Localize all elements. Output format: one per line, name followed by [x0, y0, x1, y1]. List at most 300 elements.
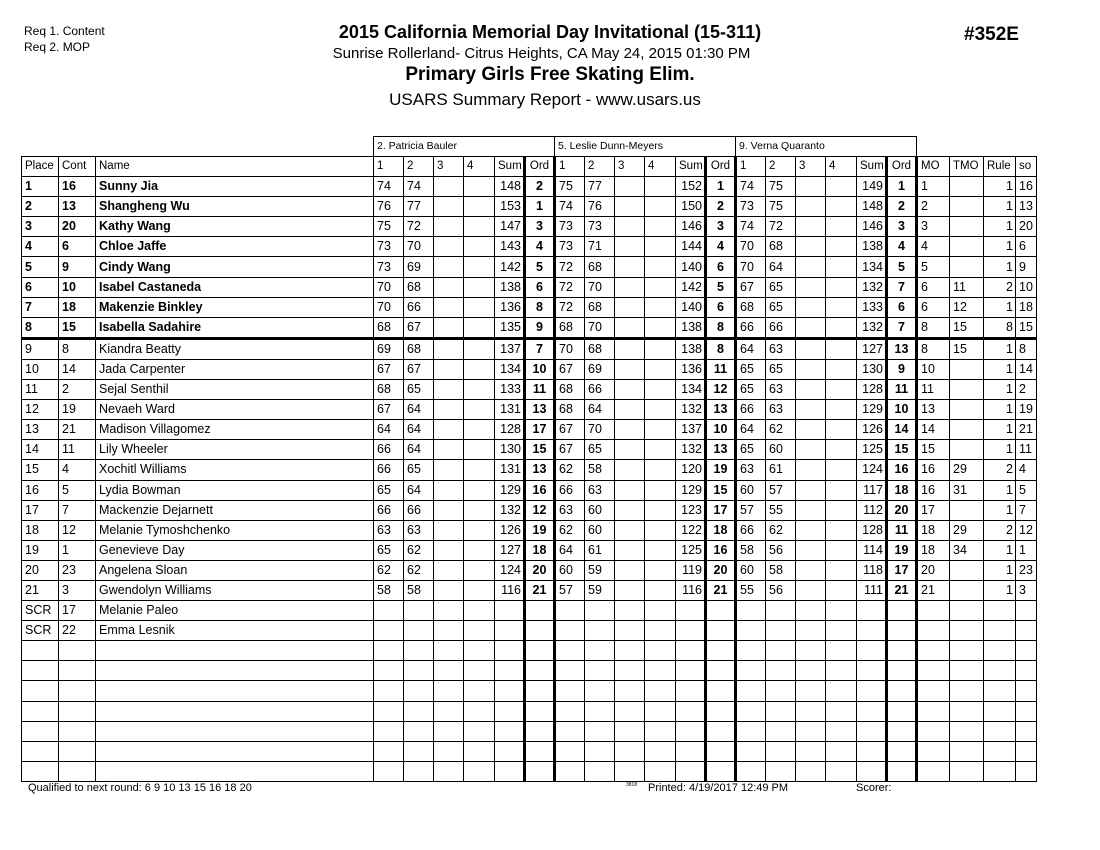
rule-cell: 1 — [984, 197, 1016, 217]
tmo-cell: 31 — [950, 480, 984, 500]
judge-header-row — [22, 137, 1037, 157]
score-cell — [826, 460, 857, 480]
mo-cell: 17 — [917, 500, 950, 520]
ordinal-cell: 6 — [706, 297, 736, 317]
contestant-number-cell: 8 — [59, 338, 96, 359]
empty-cell — [736, 641, 766, 661]
score-cell — [585, 601, 615, 621]
score-cell — [434, 257, 464, 277]
score-cell — [615, 601, 645, 621]
sum-cell: 129 — [495, 480, 525, 500]
mo-cell: 6 — [917, 297, 950, 317]
empty-cell — [464, 661, 495, 681]
score-cell: 66 — [555, 480, 585, 500]
contestant-number-cell: 12 — [59, 520, 96, 540]
empty-cell — [495, 641, 525, 661]
contestant-number-cell: 16 — [59, 177, 96, 197]
score-cell: 62 — [766, 420, 796, 440]
ordinal-cell: 17 — [887, 560, 917, 580]
score-cell — [766, 601, 796, 621]
empty-cell — [887, 741, 917, 761]
event-name: Primary Girls Free Skating Elim. — [405, 64, 695, 85]
sum-cell: 114 — [857, 540, 887, 560]
score-cell — [826, 359, 857, 379]
score-cell: 63 — [404, 520, 434, 540]
empty-cell — [555, 761, 585, 781]
so-cell: 19 — [1016, 400, 1037, 420]
table-row — [22, 197, 1037, 217]
sum-cell: 112 — [857, 500, 887, 520]
so-cell: 20 — [1016, 217, 1037, 237]
empty-cell — [1016, 761, 1037, 781]
score-cell — [464, 560, 495, 580]
sum-cell: 111 — [857, 580, 887, 600]
place-cell: 10 — [22, 359, 59, 379]
empty-cell — [464, 701, 495, 721]
contestant-number-cell: 4 — [59, 460, 96, 480]
col-header-judge3-s1: 1 — [736, 157, 766, 177]
score-cell: 67 — [404, 317, 434, 338]
contestant-number-cell: 1 — [59, 540, 96, 560]
ordinal-cell: 6 — [887, 297, 917, 317]
score-cell — [826, 237, 857, 257]
empty-cell — [1016, 741, 1037, 761]
rule-cell: 2 — [984, 277, 1016, 297]
empty-cell — [1016, 641, 1037, 661]
score-cell: 64 — [766, 257, 796, 277]
score-cell: 67 — [555, 420, 585, 440]
tmo-cell — [950, 380, 984, 400]
tmo-cell: 29 — [950, 520, 984, 540]
ordinal-cell: 15 — [525, 440, 555, 460]
empty-cell — [706, 641, 736, 661]
empty-cell — [525, 681, 555, 701]
col-header-judge1-s4: 4 — [464, 157, 495, 177]
score-cell — [615, 460, 645, 480]
score-cell: 66 — [404, 297, 434, 317]
sum-cell: 128 — [857, 520, 887, 540]
sum-cell: 142 — [495, 257, 525, 277]
ordinal-cell: 1 — [887, 177, 917, 197]
place-cell: 8 — [22, 317, 59, 338]
empty-cell — [59, 661, 96, 681]
score-cell: 68 — [555, 380, 585, 400]
score-cell — [826, 500, 857, 520]
mo-cell: 1 — [917, 177, 950, 197]
score-cell — [434, 500, 464, 520]
judge-2-name: 5. Leslie Dunn-Meyers — [555, 137, 736, 157]
ordinal-cell: 13 — [706, 440, 736, 460]
empty-cell — [676, 701, 706, 721]
ordinal-cell: 3 — [525, 217, 555, 237]
mo-cell — [917, 601, 950, 621]
col-header-judge1-s1: 1 — [374, 157, 404, 177]
mo-cell: 18 — [917, 520, 950, 540]
empty-cell — [434, 681, 464, 701]
mo-cell: 6 — [917, 277, 950, 297]
place-cell: 19 — [22, 540, 59, 560]
so-cell: 12 — [1016, 520, 1037, 540]
empty-cell — [766, 721, 796, 741]
score-cell: 65 — [374, 480, 404, 500]
score-cell — [434, 480, 464, 500]
so-cell: 1 — [1016, 540, 1037, 560]
tmo-cell: 15 — [950, 317, 984, 338]
score-cell — [645, 338, 676, 359]
score-cell — [434, 297, 464, 317]
place-cell: 5 — [22, 257, 59, 277]
empty-cell — [917, 661, 950, 681]
empty-row — [22, 641, 1037, 661]
skater-name-cell: Sunny Jia — [96, 177, 374, 197]
empty-cell — [555, 681, 585, 701]
score-cell — [615, 380, 645, 400]
score-cell: 65 — [404, 380, 434, 400]
empty-cell — [555, 641, 585, 661]
score-cell: 68 — [585, 338, 615, 359]
ordinal-cell: 20 — [887, 500, 917, 520]
col-header-judge1-ord: Ord — [525, 157, 555, 177]
score-cell: 66 — [585, 380, 615, 400]
score-cell — [615, 480, 645, 500]
score-cell: 74 — [374, 177, 404, 197]
score-cell — [796, 237, 826, 257]
judge-header-spacer — [22, 137, 374, 157]
so-cell: 5 — [1016, 480, 1037, 500]
empty-cell — [22, 761, 59, 781]
score-cell: 67 — [374, 359, 404, 379]
empty-cell — [434, 641, 464, 661]
sum-cell: 133 — [857, 297, 887, 317]
empty-cell — [645, 761, 676, 781]
score-cell — [615, 237, 645, 257]
score-cell — [645, 317, 676, 338]
score-cell: 73 — [555, 237, 585, 257]
contestant-number-cell: 5 — [59, 480, 96, 500]
score-cell — [826, 440, 857, 460]
empty-cell — [736, 661, 766, 681]
score-cell — [615, 277, 645, 297]
empty-cell — [826, 721, 857, 741]
empty-cell — [984, 741, 1016, 761]
score-cell — [434, 380, 464, 400]
empty-cell — [887, 721, 917, 741]
score-cell: 64 — [736, 338, 766, 359]
score-cell — [796, 257, 826, 277]
table-row — [22, 317, 1037, 338]
ordinal-cell: 10 — [525, 359, 555, 379]
score-cell — [434, 540, 464, 560]
score-cell — [464, 580, 495, 600]
score-cell: 65 — [736, 359, 766, 379]
ordinal-cell: 15 — [887, 440, 917, 460]
sum-cell — [857, 601, 887, 621]
score-cell — [464, 197, 495, 217]
ordinal-cell: 16 — [887, 460, 917, 480]
empty-row — [22, 701, 1037, 721]
table-row — [22, 237, 1037, 257]
tmo-cell — [950, 237, 984, 257]
skater-name-cell: Melanie Tymoshchenko — [96, 520, 374, 540]
place-cell: 15 — [22, 460, 59, 480]
sum-cell: 124 — [495, 560, 525, 580]
score-cell: 69 — [404, 257, 434, 277]
skater-name-cell: Kiandra Beatty — [96, 338, 374, 359]
empty-cell — [917, 701, 950, 721]
sum-cell: 127 — [495, 540, 525, 560]
col-header-judge3-s3: 3 — [796, 157, 826, 177]
sum-cell: 123 — [676, 500, 706, 520]
rule-cell: 1 — [984, 297, 1016, 317]
score-cell — [615, 580, 645, 600]
ordinal-cell: 7 — [887, 317, 917, 338]
score-cell: 58 — [374, 580, 404, 600]
skater-name-cell: Lily Wheeler — [96, 440, 374, 460]
place-cell: SCR — [22, 621, 59, 641]
score-cell: 65 — [374, 540, 404, 560]
so-cell: 16 — [1016, 177, 1037, 197]
score-cell: 74 — [555, 197, 585, 217]
tmo-cell — [950, 400, 984, 420]
sum-cell: 136 — [495, 297, 525, 317]
score-cell — [645, 601, 676, 621]
skater-name-cell: Angelena Sloan — [96, 560, 374, 580]
score-cell: 62 — [404, 540, 434, 560]
score-cell — [434, 621, 464, 641]
empty-cell — [495, 701, 525, 721]
score-cell — [585, 621, 615, 641]
tmo-cell — [950, 177, 984, 197]
col-header-judge1-sum: Sum — [495, 157, 525, 177]
score-cell — [464, 520, 495, 540]
empty-cell — [525, 641, 555, 661]
score-cell: 66 — [404, 500, 434, 520]
empty-cell — [585, 641, 615, 661]
empty-row — [22, 661, 1037, 681]
score-cell — [615, 177, 645, 197]
sum-cell: 135 — [495, 317, 525, 338]
col-header-mo: MO — [917, 157, 950, 177]
ordinal-cell: 3 — [706, 217, 736, 237]
empty-cell — [615, 641, 645, 661]
empty-cell — [585, 741, 615, 761]
venue-date-subtitle: Sunrise Rollerland- Citrus Heights, CA May 24, 2015 01:30 PM — [332, 45, 751, 62]
empty-cell — [525, 761, 555, 781]
contestant-number-cell: 20 — [59, 217, 96, 237]
place-cell: 1 — [22, 177, 59, 197]
sum-cell: 125 — [857, 440, 887, 460]
score-cell — [826, 400, 857, 420]
empty-cell — [22, 701, 59, 721]
table-row — [22, 540, 1037, 560]
score-cell — [464, 420, 495, 440]
score-cell: 77 — [585, 177, 615, 197]
tmo-cell — [950, 500, 984, 520]
col-header-judge2-ord: Ord — [706, 157, 736, 177]
score-cell — [615, 520, 645, 540]
sum-cell: 128 — [857, 380, 887, 400]
skater-name-cell: Mackenzie Dejarnett — [96, 500, 374, 520]
score-cell — [796, 380, 826, 400]
empty-cell — [585, 701, 615, 721]
ordinal-cell: 1 — [706, 177, 736, 197]
score-cell: 71 — [585, 237, 615, 257]
empty-cell — [950, 721, 984, 741]
ordinal-cell — [706, 601, 736, 621]
rule-cell: 1 — [984, 338, 1016, 359]
empty-cell — [887, 641, 917, 661]
score-cell — [434, 601, 464, 621]
score-cell — [434, 277, 464, 297]
place-cell: 7 — [22, 297, 59, 317]
score-cell: 68 — [374, 380, 404, 400]
score-cell — [615, 257, 645, 277]
score-cell — [615, 297, 645, 317]
empty-cell — [706, 741, 736, 761]
score-cell — [826, 480, 857, 500]
score-cell — [645, 560, 676, 580]
ordinal-cell: 20 — [706, 560, 736, 580]
page-title-text: 2015 California Memorial Day Invitational (15-311) — [338, 22, 762, 42]
empty-cell — [555, 661, 585, 681]
ordinal-cell: 16 — [706, 540, 736, 560]
sum-cell: 144 — [676, 237, 706, 257]
score-cell — [615, 217, 645, 237]
mo-cell: 18 — [917, 540, 950, 560]
score-cell: 70 — [736, 237, 766, 257]
ordinal-cell: 8 — [706, 317, 736, 338]
col-header-cont: Cont — [59, 157, 96, 177]
table-row — [22, 380, 1037, 400]
sum-cell: 138 — [495, 277, 525, 297]
score-cell: 67 — [374, 400, 404, 420]
score-cell: 73 — [736, 197, 766, 217]
score-cell — [645, 580, 676, 600]
score-cell — [615, 560, 645, 580]
empty-cell — [736, 721, 766, 741]
empty-cell — [59, 741, 96, 761]
score-cell: 63 — [766, 338, 796, 359]
score-cell: 65 — [585, 440, 615, 460]
empty-cell — [525, 661, 555, 681]
sum-cell — [495, 621, 525, 641]
score-cell — [464, 400, 495, 420]
empty-cell — [796, 741, 826, 761]
tmo-cell: 11 — [950, 277, 984, 297]
sum-cell: 134 — [495, 359, 525, 379]
table-row — [22, 480, 1037, 500]
tmo-cell: 15 — [950, 338, 984, 359]
ordinal-cell: 12 — [706, 380, 736, 400]
score-cell — [434, 420, 464, 440]
ordinal-cell: 4 — [706, 237, 736, 257]
empty-cell — [645, 641, 676, 661]
judge-1-name: 2. Patricia Bauler — [374, 137, 555, 157]
score-cell: 66 — [736, 400, 766, 420]
empty-cell — [374, 701, 404, 721]
score-cell: 55 — [766, 500, 796, 520]
score-cell: 67 — [736, 277, 766, 297]
score-cell — [796, 400, 826, 420]
so-cell: 6 — [1016, 237, 1037, 257]
score-cell: 65 — [766, 359, 796, 379]
score-cell: 75 — [555, 177, 585, 197]
empty-cell — [59, 641, 96, 661]
empty-cell — [645, 701, 676, 721]
empty-cell — [96, 761, 374, 781]
place-cell: 6 — [22, 277, 59, 297]
rule-cell: 1 — [984, 560, 1016, 580]
score-cell: 57 — [736, 500, 766, 520]
score-cell: 63 — [585, 480, 615, 500]
ordinal-cell: 9 — [525, 317, 555, 338]
empty-cell — [495, 681, 525, 701]
sum-cell: 126 — [857, 420, 887, 440]
sum-cell — [495, 601, 525, 621]
score-cell — [826, 520, 857, 540]
empty-cell — [796, 701, 826, 721]
score-cell: 68 — [404, 338, 434, 359]
empty-cell — [464, 641, 495, 661]
score-cell — [464, 540, 495, 560]
empty-cell — [766, 761, 796, 781]
score-cell — [464, 601, 495, 621]
ordinal-cell: 13 — [525, 460, 555, 480]
ordinal-cell: 4 — [887, 237, 917, 257]
score-cell: 57 — [555, 580, 585, 600]
score-cell: 66 — [374, 500, 404, 520]
rule-cell: 1 — [984, 500, 1016, 520]
mo-cell: 11 — [917, 380, 950, 400]
sum-cell: 118 — [857, 560, 887, 580]
mo-cell: 8 — [917, 338, 950, 359]
mo-cell: 3 — [917, 217, 950, 237]
sum-cell: 147 — [495, 217, 525, 237]
empty-cell — [857, 721, 887, 741]
empty-cell — [1016, 701, 1037, 721]
sum-cell: 138 — [676, 317, 706, 338]
score-cell — [736, 621, 766, 641]
empty-cell — [887, 661, 917, 681]
sum-cell: 134 — [857, 257, 887, 277]
score-cell: 64 — [736, 420, 766, 440]
empty-cell — [706, 721, 736, 741]
score-cell — [434, 560, 464, 580]
score-cell: 57 — [766, 480, 796, 500]
empty-cell — [464, 761, 495, 781]
rule-cell: 2 — [984, 460, 1016, 480]
qualified-list: Qualified to next round: 6 9 10 13 15 16 18 20 — [28, 782, 252, 794]
score-cell: 66 — [374, 460, 404, 480]
contestant-number-cell: 9 — [59, 257, 96, 277]
sum-cell: 136 — [676, 359, 706, 379]
ordinal-cell: 13 — [525, 400, 555, 420]
ordinal-cell: 18 — [525, 540, 555, 560]
sum-cell: 132 — [857, 317, 887, 338]
place-cell: 13 — [22, 420, 59, 440]
score-cell: 73 — [374, 257, 404, 277]
empty-cell — [96, 681, 374, 701]
empty-cell — [826, 641, 857, 661]
empty-cell — [645, 681, 676, 701]
sum-cell: 125 — [676, 540, 706, 560]
ordinal-cell: 19 — [525, 520, 555, 540]
score-cell: 64 — [404, 400, 434, 420]
col-header-judge3-s4: 4 — [826, 157, 857, 177]
contestant-number-cell: 11 — [59, 440, 96, 460]
table-row — [22, 601, 1037, 621]
col-header-judge3-s2: 2 — [766, 157, 796, 177]
